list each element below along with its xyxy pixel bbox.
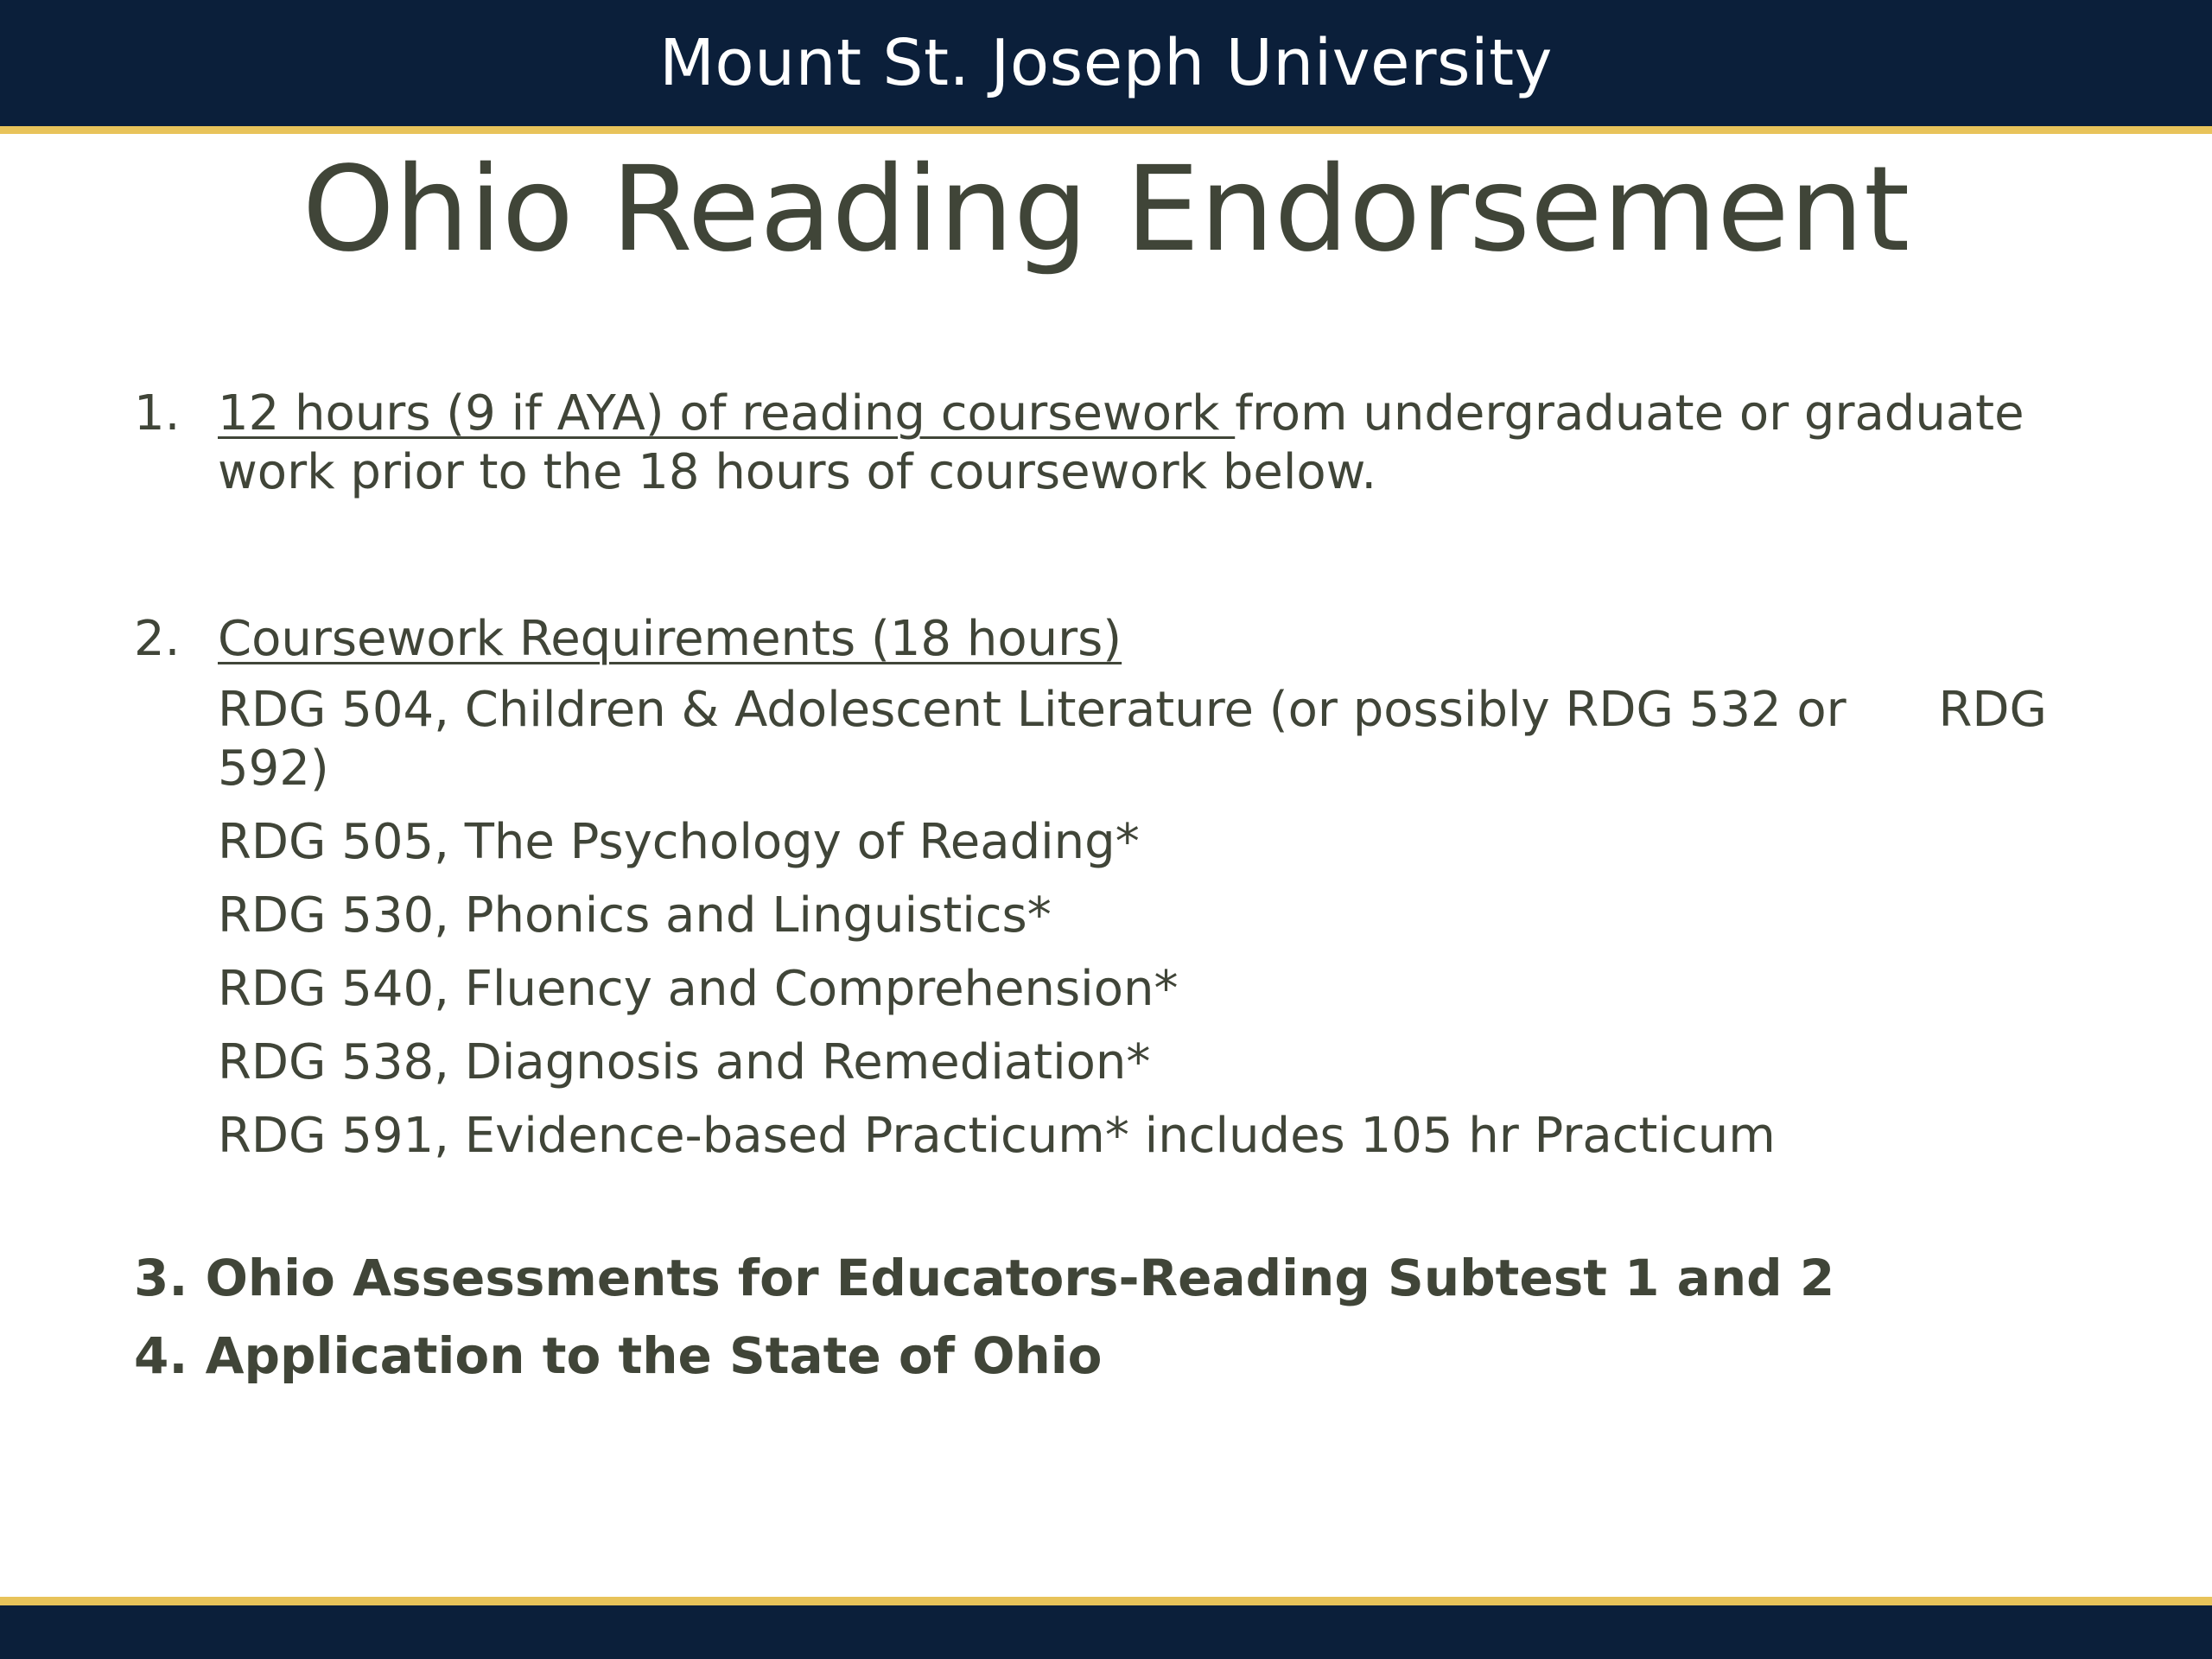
coursework-hours-text: from undergraduate or graduate work prior to the 18 hours of coursework below. — [218, 385, 2024, 500]
list-item-2 — [134, 610, 2087, 1166]
university-name: Mount St. Joseph University — [659, 26, 1553, 100]
list-item-4-application: 4. Application to the State of Ohio — [134, 1326, 1103, 1385]
course-item: RDG 591, Evidence-based Practicum* includes 105 hr Practicum — [218, 1108, 1776, 1164]
list-number-1: 1. — [134, 385, 181, 442]
course-item: RDG 540, Fluency and Comprehension* — [218, 961, 1179, 1017]
gold-stripe-bottom — [0, 1597, 2212, 1605]
course-item: RDG 504, Children & Adolescent Literature (or possibly RDG 532 or RDG 592) — [218, 682, 2063, 797]
list-item-1 — [134, 385, 2087, 502]
footer-bar — [0, 1605, 2212, 1659]
course-list — [218, 681, 2087, 1166]
gold-stripe-top — [0, 126, 2212, 134]
header-bar — [0, 0, 2212, 126]
slide-content — [134, 385, 2087, 1386]
course-item: RDG 530, Phonics and Linguistics* — [218, 887, 1052, 944]
coursework-requirements-heading: Coursework Requirements (18 hours) — [218, 611, 1122, 667]
course-item: RDG 538, Diagnosis and Remediation* — [218, 1034, 1151, 1090]
course-item: RDG 505, The Psychology of Reading* — [218, 814, 1140, 870]
list-number-2: 2. — [134, 611, 181, 667]
list-item-3-assessments: 3. Ohio Assessments for Educators-Reading Subtest 1 and 2 — [134, 1249, 1835, 1307]
slide-title: Ohio Reading Endorsement — [302, 142, 1910, 278]
coursework-hours-underlined: 12 hours (9 if AYA) of reading coursework — [218, 385, 1236, 442]
